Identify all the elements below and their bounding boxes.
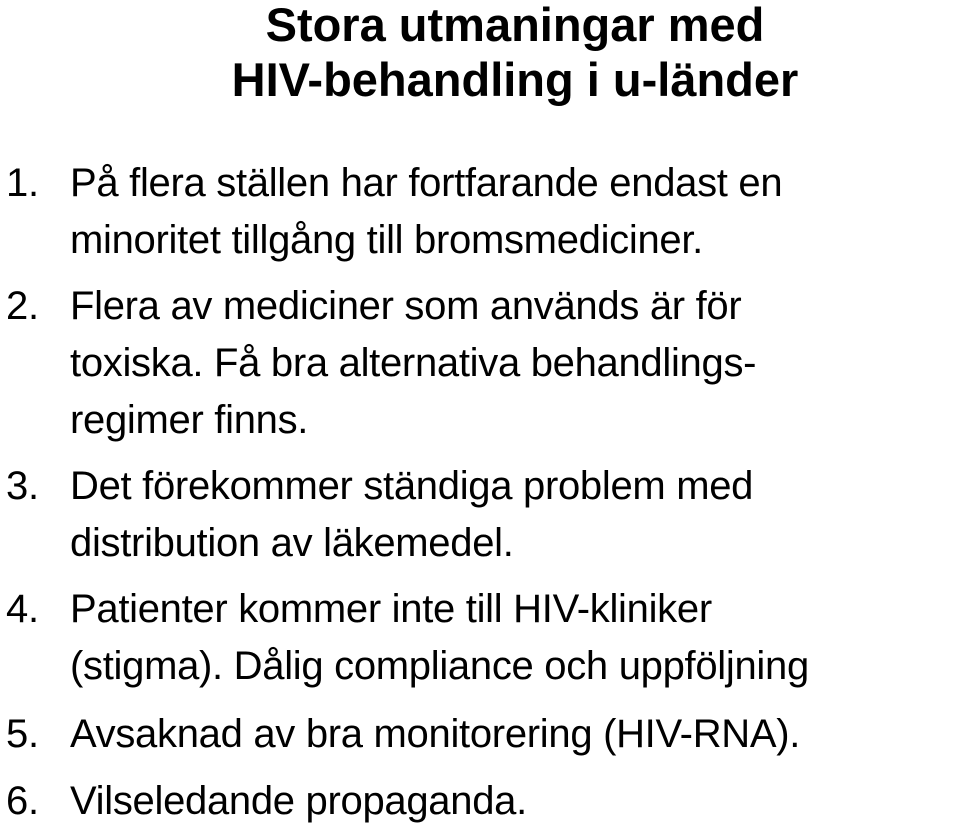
item-line: Avsaknad av bra monitorering (HIV-RNA). xyxy=(70,712,801,756)
item-text xyxy=(70,458,753,572)
item-text xyxy=(70,278,756,449)
item-text xyxy=(70,155,782,269)
item-line: regimer finns. xyxy=(70,398,309,442)
item-number: 2. xyxy=(6,284,39,328)
item-number: 6. xyxy=(6,779,39,823)
item-text xyxy=(70,706,800,763)
item-line: distribution av läkemedel. xyxy=(70,521,514,565)
item-line: Flera av mediciner som används är för xyxy=(70,284,742,328)
item-line: minoritet tillgång till bromsmediciner. xyxy=(70,218,703,262)
item-number: 5. xyxy=(6,712,39,756)
title-line: HIV-behandling i u-länder xyxy=(231,53,799,106)
item-text xyxy=(70,773,527,830)
item-number: 1. xyxy=(6,161,39,205)
item-number: 4. xyxy=(6,587,39,631)
item-line: Vilseledande propaganda. xyxy=(70,779,527,823)
item-line: På flera ställen har fortfarande endast en xyxy=(70,161,783,205)
item-line: Det förekommer ständiga problem med xyxy=(70,464,754,508)
item-line: toxiska. Få bra alternativa behandlings- xyxy=(70,341,757,385)
title-line: Stora utmaningar med xyxy=(265,0,765,51)
item-text xyxy=(70,581,809,695)
item-number: 3. xyxy=(6,464,39,508)
item-line: Patienter kommer inte till HIV-kliniker xyxy=(70,587,712,631)
slide-title xyxy=(0,0,960,105)
item-line: (stigma). Dålig compliance och uppföljning xyxy=(70,644,809,688)
